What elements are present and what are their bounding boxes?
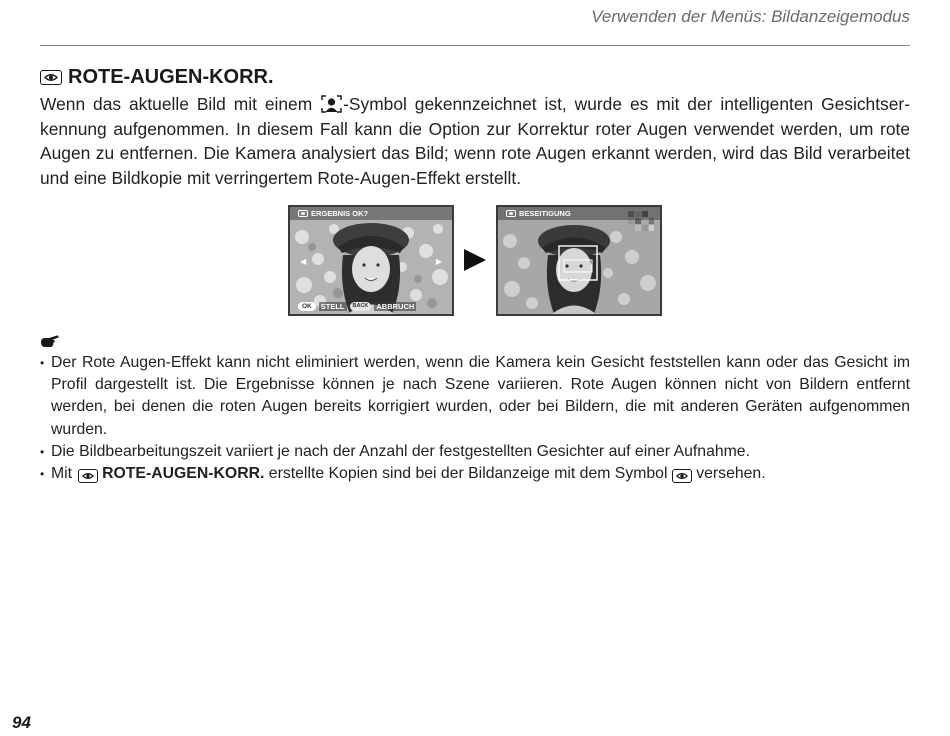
intro-text-end: -Symbol gekennzeichnet ist, wurde es mit der intelligenten Gesichtserkennung aufgenommen. In diesem Fall kann die Option zur Korrektur roter Augen verwendet werden, um rote Augen zu entfernen. Die Kamera analysiert das Bild; wenn rote Augen erkannt werden, wird das Bild verarbeitet und eine Bildkopie mit verringertem Rote-Augen-Effekt erstellt.: [40, 94, 910, 188]
red-eye-removal-icon: [40, 70, 62, 85]
red-eye-icon: [298, 210, 308, 217]
intro-text-start: Wenn das aktuelle Bild mit einem: [40, 94, 321, 114]
arrow-right-icon: ▶: [435, 257, 442, 266]
section-title: [40, 66, 274, 89]
running-head: Verwenden der Menüs: Bildanzeigemodus: [591, 7, 910, 26]
face-detection-icon: [321, 95, 342, 113]
note-option-name: ROTE-AUGEN-KORR.: [102, 465, 265, 483]
red-eye-copy-icon: [672, 469, 692, 483]
red-eye-icon: [506, 210, 516, 217]
arrow-left-icon: ◀: [300, 257, 307, 266]
notes-list: [40, 352, 910, 485]
portrait-photo: [290, 207, 452, 314]
header-rule: [40, 45, 910, 46]
screen-header-before: [290, 207, 452, 220]
page-number: 94: [12, 713, 31, 732]
intro-paragraph: [40, 92, 910, 190]
section-title-text: ROTE-AUGEN-KORR.: [68, 66, 274, 88]
screen-footer: [298, 302, 416, 311]
ok-key-icon: OK: [298, 302, 316, 311]
note-item: [40, 463, 910, 485]
note-prefix: Mit: [51, 465, 73, 483]
back-label: ABBRUCH: [376, 302, 415, 311]
note-item: • Der Rote Augen-Effekt kann nicht eliminiert werden, wenn die Kamera kein Gesicht feststellen kann oder das Gesicht im Profil dargestellt ist. Die Ergebnisse können je nach Szene variieren. Rote Augen können nicht von Bildern entfernt werden, bei denen die roten Augen bereits korrigiert wurden, oder bei Bildern, die mit anderen Geräten aufgenommen wurden.: [40, 352, 910, 441]
illustration: [288, 205, 663, 317]
note-item: • Die Bildbearbeitungszeit variiert je nach der Anzahl der festgestellten Gesichter auf einer Aufnahme.: [40, 441, 910, 463]
back-key-icon: BACK: [350, 302, 372, 311]
note-middle: erstellte Kopien sind bei der Bildanzeige mit dem Symbol: [264, 465, 672, 483]
screen-before: [288, 205, 454, 316]
note-suffix: versehen.: [691, 465, 766, 483]
red-eye-removal-icon: [78, 469, 98, 483]
screen-header-after: [498, 207, 660, 220]
screen-after: [496, 205, 662, 316]
screen-header-text: ERGEBNIS OK?: [311, 209, 369, 218]
pointing-hand-icon: [40, 334, 60, 348]
ok-label: STELL: [320, 302, 345, 311]
screen-header-text: BESEITIGUNG: [519, 209, 571, 218]
arrow-right-icon: [464, 249, 486, 271]
